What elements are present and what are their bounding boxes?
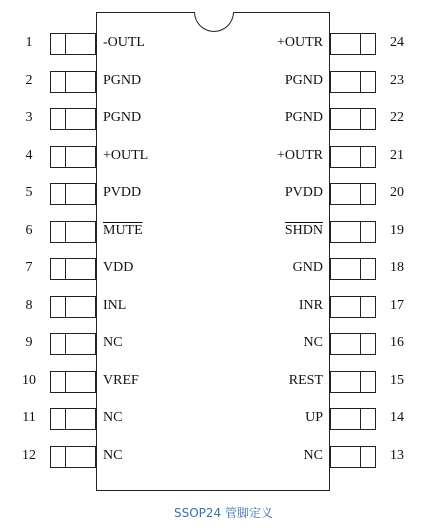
pin-lead-divider (360, 109, 361, 129)
pin-lead-divider (65, 72, 66, 92)
pin-lead-divider (65, 147, 66, 167)
pin-label: PGND (103, 110, 142, 125)
pin-number: 11 (22, 410, 36, 425)
pin-22-lead (330, 108, 376, 130)
pin-5-lead (50, 183, 96, 205)
pin-24-lead (330, 33, 376, 55)
pin-number: 23 (390, 72, 404, 88)
pin-21-lead (330, 146, 376, 168)
pin-lead-divider (360, 34, 361, 54)
pin-lead-divider (65, 409, 66, 429)
pin-19-lead (330, 221, 376, 243)
pin-number: 8 (25, 297, 33, 313)
pin-number: 24 (390, 35, 404, 50)
pin-lead-divider (65, 109, 66, 129)
pin-lead-divider (65, 34, 66, 54)
pin-label: +OUTL (103, 147, 149, 163)
pin-lead-divider (360, 259, 361, 279)
pin-label: VDD (103, 260, 134, 275)
pin-20-lead (330, 183, 376, 205)
pin-2-lead (50, 71, 96, 93)
pin-label: UP (305, 410, 323, 425)
pin-8-lead (50, 296, 96, 318)
pin-lead-divider (65, 334, 66, 354)
pin-label: NC (103, 410, 123, 425)
pin-number: 4 (25, 147, 33, 163)
pin-label: REST (288, 372, 323, 388)
pin-label: PVDD (103, 185, 142, 200)
pin-number: 12 (22, 447, 36, 463)
pin-4-lead (50, 146, 96, 168)
pin-7-lead (50, 258, 96, 280)
pin-lead-divider (65, 259, 66, 279)
pin-lead-divider (65, 297, 66, 317)
pin-lead-divider (65, 372, 66, 392)
pin-number: 21 (390, 147, 404, 163)
pin-lead-divider (65, 447, 66, 467)
pin-number: 6 (25, 222, 33, 238)
pin-number: 16 (390, 335, 404, 350)
pin-label: NC (103, 447, 123, 463)
pin-13-lead (330, 446, 376, 468)
pin-label: INR (298, 297, 323, 313)
pin-lead-divider (360, 147, 361, 167)
pin-9-lead (50, 333, 96, 355)
pin-number: 22 (390, 110, 404, 125)
pin-lead-divider (360, 409, 361, 429)
pin-3-lead (50, 108, 96, 130)
pin-label: PGND (284, 72, 323, 88)
pin-lead-divider (360, 72, 361, 92)
pin-lead-divider (360, 184, 361, 204)
pin-number: 3 (25, 110, 33, 125)
pin-number: 18 (390, 260, 404, 275)
pin-number: 20 (390, 185, 404, 200)
pin-12-lead (50, 446, 96, 468)
pin-number: 10 (22, 372, 36, 388)
pin-label: +OUTR (276, 35, 323, 50)
pin-label: -OUTL (103, 35, 145, 50)
pin-16-lead (330, 333, 376, 355)
pin-number: 5 (25, 185, 33, 200)
pin-lead-divider (360, 297, 361, 317)
pin-label: MUTE (103, 222, 143, 238)
pin-18-lead (330, 258, 376, 280)
pin-23-lead (330, 71, 376, 93)
pin-10-lead (50, 371, 96, 393)
pin-17-lead (330, 296, 376, 318)
pin-label: VREF (103, 372, 139, 388)
pin-label: +OUTR (276, 147, 323, 163)
pin-number: 17 (390, 297, 404, 313)
pin-label: NC (303, 335, 323, 350)
pin-14-lead (330, 408, 376, 430)
pin-number: 13 (390, 447, 404, 463)
pin-label: INL (103, 297, 127, 313)
pin-1-lead (50, 33, 96, 55)
pin-number: 19 (390, 222, 404, 238)
pin-lead-divider (360, 372, 361, 392)
pin-label: NC (103, 335, 123, 350)
pin-number: 15 (390, 372, 404, 388)
pin-number: 14 (390, 410, 404, 425)
pin-11-lead (50, 408, 96, 430)
pin-6-lead (50, 221, 96, 243)
package-caption: SSOP24 管脚定义 (173, 506, 273, 520)
pin-lead-divider (360, 222, 361, 242)
pin-number: 1 (25, 35, 33, 50)
pin-lead-divider (65, 222, 66, 242)
pin-label: PGND (284, 110, 323, 125)
pin-lead-divider (360, 334, 361, 354)
pin-lead-divider (65, 184, 66, 204)
pin-number: 9 (25, 335, 33, 350)
pin-15-lead (330, 371, 376, 393)
pin-label: PGND (103, 72, 142, 88)
pin-label: NC (303, 447, 323, 463)
pin-label: GND (292, 260, 323, 275)
pin-lead-divider (360, 447, 361, 467)
pin-number: 7 (25, 260, 33, 275)
pin-label: SHDN (284, 222, 323, 238)
pin-label: PVDD (284, 185, 323, 200)
pin-number: 2 (25, 72, 33, 88)
